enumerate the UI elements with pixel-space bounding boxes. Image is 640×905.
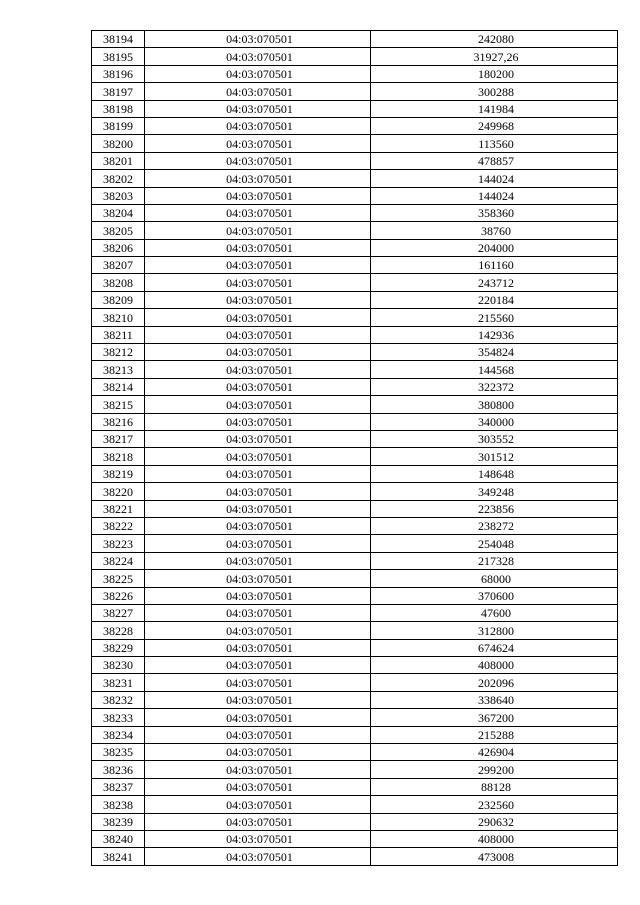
- cadastral-code-cell: 04:03:070501: [145, 604, 371, 621]
- table-row: [92, 552, 618, 569]
- cadastral-code-cell: 04:03:070501: [145, 517, 371, 534]
- value-cell: 338640: [371, 691, 618, 708]
- cadastral-code-cell: 04:03:070501: [145, 570, 371, 587]
- cadastral-code-cell: 04:03:070501: [145, 430, 371, 447]
- cadastral-code-cell: 04:03:070501: [145, 744, 371, 761]
- cadastral-code-cell: 04:03:070501: [145, 413, 371, 430]
- table-row: [92, 604, 618, 621]
- cadastral-code-cell: 04:03:070501: [145, 222, 371, 239]
- value-cell: 674624: [371, 639, 618, 656]
- value-cell: 215288: [371, 726, 618, 743]
- value-cell: 148648: [371, 465, 618, 482]
- record-id-cell: 38206: [92, 239, 145, 256]
- value-cell: 232560: [371, 796, 618, 813]
- table-row: [92, 830, 618, 847]
- record-id-cell: 38194: [92, 31, 145, 48]
- cadastral-code-cell: 04:03:070501: [145, 726, 371, 743]
- cadastral-code-cell: 04:03:070501: [145, 500, 371, 517]
- cadastral-code-cell: 04:03:070501: [145, 274, 371, 291]
- table-row: [92, 448, 618, 465]
- table-row: [92, 378, 618, 395]
- cadastral-code-cell: 04:03:070501: [145, 170, 371, 187]
- record-id-cell: 38229: [92, 639, 145, 656]
- table-row: [92, 135, 618, 152]
- cadastral-code-cell: 04:03:070501: [145, 117, 371, 134]
- record-id-cell: 38198: [92, 100, 145, 117]
- table-row: [92, 309, 618, 326]
- value-cell: 215560: [371, 309, 618, 326]
- value-cell: 217328: [371, 552, 618, 569]
- record-id-cell: 38202: [92, 170, 145, 187]
- cadastral-code-cell: 04:03:070501: [145, 48, 371, 65]
- value-cell: 142936: [371, 326, 618, 343]
- table-row: [92, 204, 618, 221]
- record-id-cell: 38208: [92, 274, 145, 291]
- table-row: [92, 813, 618, 830]
- record-id-cell: 38213: [92, 361, 145, 378]
- value-cell: 220184: [371, 291, 618, 308]
- cadastral-code-cell: 04:03:070501: [145, 674, 371, 691]
- table-row: [92, 291, 618, 308]
- table-row: [92, 274, 618, 291]
- record-id-cell: 38204: [92, 204, 145, 221]
- table-row: [92, 587, 618, 604]
- record-id-cell: 38201: [92, 152, 145, 169]
- cadastral-code-cell: 04:03:070501: [145, 639, 371, 656]
- cadastral-code-cell: 04:03:070501: [145, 239, 371, 256]
- table-row: [92, 170, 618, 187]
- record-id-cell: 38238: [92, 796, 145, 813]
- cadastral-code-cell: 04:03:070501: [145, 65, 371, 82]
- record-id-cell: 38219: [92, 465, 145, 482]
- record-id-cell: 38228: [92, 622, 145, 639]
- cadastral-code-cell: 04:03:070501: [145, 31, 371, 48]
- value-cell: 249968: [371, 117, 618, 134]
- record-id-cell: 38223: [92, 535, 145, 552]
- record-id-cell: 38199: [92, 117, 145, 134]
- table-row: [92, 535, 618, 552]
- table-row: [92, 570, 618, 587]
- cadastral-code-cell: 04:03:070501: [145, 848, 371, 865]
- value-cell: 144024: [371, 170, 618, 187]
- table-row: [92, 848, 618, 865]
- value-cell: 47600: [371, 604, 618, 621]
- cadastral-code-cell: 04:03:070501: [145, 83, 371, 100]
- value-cell: 301512: [371, 448, 618, 465]
- cadastral-code-cell: 04:03:070501: [145, 761, 371, 778]
- value-cell: 68000: [371, 570, 618, 587]
- value-cell: 370600: [371, 587, 618, 604]
- cadastral-code-cell: 04:03:070501: [145, 396, 371, 413]
- table-row: [92, 152, 618, 169]
- value-cell: 243712: [371, 274, 618, 291]
- value-cell: 144024: [371, 187, 618, 204]
- record-id-cell: 38207: [92, 257, 145, 274]
- record-id-cell: 38226: [92, 587, 145, 604]
- cadastral-code-cell: 04:03:070501: [145, 813, 371, 830]
- cadastral-code-cell: 04:03:070501: [145, 326, 371, 343]
- value-cell: 223856: [371, 500, 618, 517]
- table-row: [92, 744, 618, 761]
- record-id-cell: 38210: [92, 309, 145, 326]
- record-id-cell: 38224: [92, 552, 145, 569]
- table-row: [92, 257, 618, 274]
- cadastral-code-cell: 04:03:070501: [145, 535, 371, 552]
- table-row: [92, 500, 618, 517]
- value-cell: 312800: [371, 622, 618, 639]
- table-row: [92, 413, 618, 430]
- record-id-cell: 38215: [92, 396, 145, 413]
- value-cell: 254048: [371, 535, 618, 552]
- record-id-cell: 38222: [92, 517, 145, 534]
- table-row: [92, 465, 618, 482]
- table-row: [92, 31, 618, 48]
- table-body: [92, 31, 618, 866]
- data-table: [91, 30, 618, 866]
- value-cell: 141984: [371, 100, 618, 117]
- cadastral-code-cell: 04:03:070501: [145, 622, 371, 639]
- table-row: [92, 361, 618, 378]
- table-row: [92, 187, 618, 204]
- value-cell: 204000: [371, 239, 618, 256]
- value-cell: 38760: [371, 222, 618, 239]
- record-id-cell: 38209: [92, 291, 145, 308]
- table-row: [92, 222, 618, 239]
- value-cell: 354824: [371, 344, 618, 361]
- record-id-cell: 38218: [92, 448, 145, 465]
- cadastral-code-cell: 04:03:070501: [145, 796, 371, 813]
- record-id-cell: 38231: [92, 674, 145, 691]
- record-id-cell: 38217: [92, 430, 145, 447]
- value-cell: 238272: [371, 517, 618, 534]
- record-id-cell: 38234: [92, 726, 145, 743]
- value-cell: 340000: [371, 413, 618, 430]
- table-row: [92, 100, 618, 117]
- table-row: [92, 761, 618, 778]
- table-row: [92, 691, 618, 708]
- cadastral-code-cell: 04:03:070501: [145, 709, 371, 726]
- table-row: [92, 344, 618, 361]
- cadastral-code-cell: 04:03:070501: [145, 291, 371, 308]
- cadastral-code-cell: 04:03:070501: [145, 552, 371, 569]
- record-id-cell: 38227: [92, 604, 145, 621]
- cadastral-code-cell: 04:03:070501: [145, 448, 371, 465]
- value-cell: 322372: [371, 378, 618, 395]
- value-cell: 408000: [371, 830, 618, 847]
- value-cell: 358360: [371, 204, 618, 221]
- cadastral-code-cell: 04:03:070501: [145, 483, 371, 500]
- cadastral-code-cell: 04:03:070501: [145, 204, 371, 221]
- value-cell: 426904: [371, 744, 618, 761]
- value-cell: 473008: [371, 848, 618, 865]
- value-cell: 290632: [371, 813, 618, 830]
- table-row: [92, 639, 618, 656]
- value-cell: 303552: [371, 430, 618, 447]
- cadastral-code-cell: 04:03:070501: [145, 135, 371, 152]
- record-id-cell: 38196: [92, 65, 145, 82]
- table-row: [92, 709, 618, 726]
- value-cell: 242080: [371, 31, 618, 48]
- value-cell: 380800: [371, 396, 618, 413]
- record-id-cell: 38236: [92, 761, 145, 778]
- value-cell: 180200: [371, 65, 618, 82]
- value-cell: 408000: [371, 657, 618, 674]
- value-cell: 88128: [371, 778, 618, 795]
- value-cell: 31927,26: [371, 48, 618, 65]
- record-id-cell: 38239: [92, 813, 145, 830]
- cadastral-code-cell: 04:03:070501: [145, 257, 371, 274]
- cadastral-code-cell: 04:03:070501: [145, 465, 371, 482]
- cadastral-code-cell: 04:03:070501: [145, 361, 371, 378]
- record-id-cell: 38214: [92, 378, 145, 395]
- table-row: [92, 483, 618, 500]
- record-id-cell: 38216: [92, 413, 145, 430]
- table-row: [92, 430, 618, 447]
- record-id-cell: 38225: [92, 570, 145, 587]
- record-id-cell: 38211: [92, 326, 145, 343]
- cadastral-code-cell: 04:03:070501: [145, 830, 371, 847]
- cadastral-code-cell: 04:03:070501: [145, 778, 371, 795]
- table-row: [92, 622, 618, 639]
- record-id-cell: 38237: [92, 778, 145, 795]
- record-id-cell: 38233: [92, 709, 145, 726]
- value-cell: 113560: [371, 135, 618, 152]
- table-row: [92, 326, 618, 343]
- table-row: [92, 796, 618, 813]
- record-id-cell: 38240: [92, 830, 145, 847]
- table-row: [92, 674, 618, 691]
- table-row: [92, 726, 618, 743]
- cadastral-code-cell: 04:03:070501: [145, 152, 371, 169]
- record-id-cell: 38197: [92, 83, 145, 100]
- cadastral-code-cell: 04:03:070501: [145, 100, 371, 117]
- table-row: [92, 83, 618, 100]
- cadastral-code-cell: 04:03:070501: [145, 187, 371, 204]
- record-id-cell: 38212: [92, 344, 145, 361]
- cadastral-code-cell: 04:03:070501: [145, 344, 371, 361]
- value-cell: 202096: [371, 674, 618, 691]
- table-row: [92, 657, 618, 674]
- record-id-cell: 38230: [92, 657, 145, 674]
- value-cell: 161160: [371, 257, 618, 274]
- table-row: [92, 65, 618, 82]
- cadastral-code-cell: 04:03:070501: [145, 657, 371, 674]
- value-cell: 349248: [371, 483, 618, 500]
- value-cell: 144568: [371, 361, 618, 378]
- record-id-cell: 38205: [92, 222, 145, 239]
- value-cell: 367200: [371, 709, 618, 726]
- record-id-cell: 38221: [92, 500, 145, 517]
- value-cell: 478857: [371, 152, 618, 169]
- table-row: [92, 239, 618, 256]
- record-id-cell: 38241: [92, 848, 145, 865]
- record-id-cell: 38235: [92, 744, 145, 761]
- value-cell: 300288: [371, 83, 618, 100]
- table-row: [92, 778, 618, 795]
- value-cell: 299200: [371, 761, 618, 778]
- record-id-cell: 38203: [92, 187, 145, 204]
- cadastral-code-cell: 04:03:070501: [145, 309, 371, 326]
- table-row: [92, 48, 618, 65]
- cadastral-code-cell: 04:03:070501: [145, 378, 371, 395]
- table-row: [92, 517, 618, 534]
- table-row: [92, 117, 618, 134]
- cadastral-code-cell: 04:03:070501: [145, 691, 371, 708]
- cadastral-code-cell: 04:03:070501: [145, 587, 371, 604]
- table-row: [92, 396, 618, 413]
- record-id-cell: 38232: [92, 691, 145, 708]
- record-id-cell: 38220: [92, 483, 145, 500]
- record-id-cell: 38200: [92, 135, 145, 152]
- record-id-cell: 38195: [92, 48, 145, 65]
